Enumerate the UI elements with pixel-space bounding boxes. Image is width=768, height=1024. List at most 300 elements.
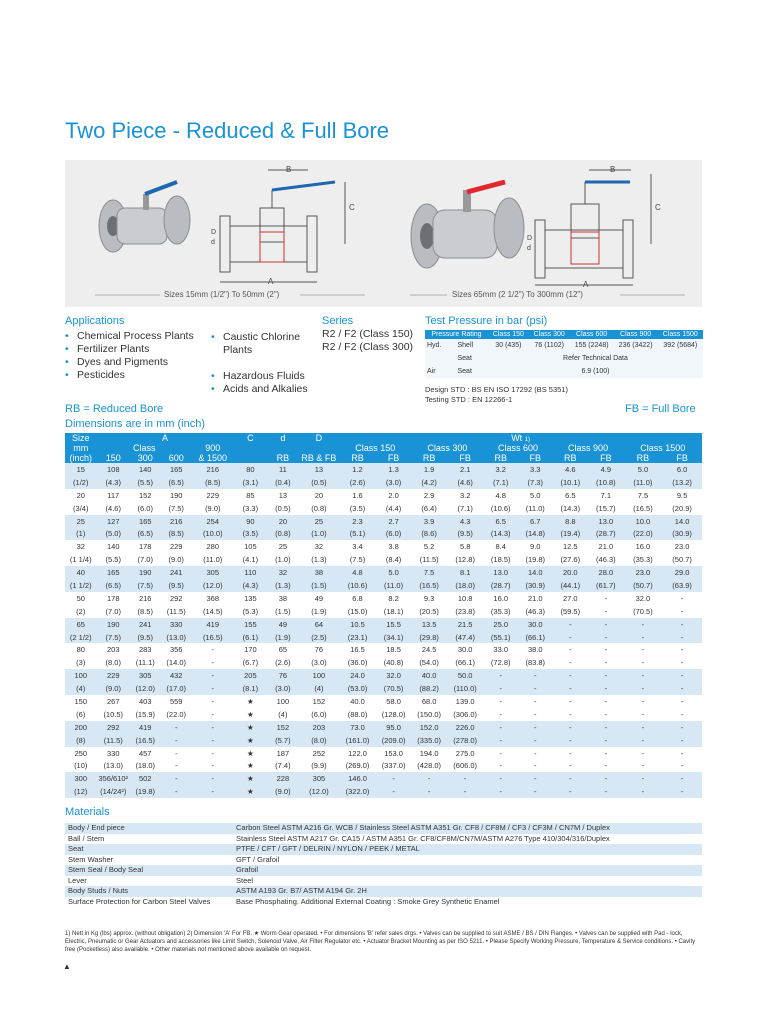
- table-cell: -: [662, 759, 702, 772]
- table-cell: 254: [192, 515, 234, 528]
- table-cell: -: [588, 631, 624, 644]
- table-cell: (35.3): [483, 605, 518, 618]
- tp-cell: Hyd.: [425, 339, 456, 352]
- table-cell: -: [483, 669, 518, 682]
- table-cell: 8.1: [447, 566, 484, 579]
- table-cell: (1): [65, 527, 96, 540]
- table-cell: -: [624, 785, 663, 798]
- table-row: [65, 540, 702, 553]
- table-cell: (3.0): [376, 476, 412, 489]
- table-cell: (8.0): [299, 734, 340, 747]
- table-cell: -: [192, 721, 234, 734]
- table-cell: -: [483, 747, 518, 760]
- table-cell: (1.9): [267, 631, 298, 644]
- table-cell: 40.0: [411, 669, 447, 682]
- table-cell: (12.0): [192, 579, 234, 592]
- table-cell: 100: [65, 669, 96, 682]
- table-cell: 25: [299, 515, 340, 528]
- dimensions-body: [65, 463, 702, 798]
- table-cell: 135: [234, 592, 268, 605]
- table-cell: -: [192, 708, 234, 721]
- table-cell: 32: [267, 566, 298, 579]
- table-cell: 14.0: [662, 515, 702, 528]
- list-item: • Caustic Chlorine Plants: [211, 331, 321, 357]
- table-cell: (0.5): [267, 502, 298, 515]
- table-cell: (6.5): [160, 476, 191, 489]
- table-cell: 21.0: [588, 540, 624, 553]
- table-cell: (10.8): [588, 476, 624, 489]
- col-header-class300: Class 300: [411, 443, 483, 453]
- table-cell: (35.3): [624, 553, 663, 566]
- table-cell: 58.0: [376, 695, 412, 708]
- table-cell: (12.0): [299, 785, 340, 798]
- table-cell: -: [160, 772, 191, 785]
- table-cell: 4.8: [339, 566, 376, 579]
- table-cell: -: [588, 759, 624, 772]
- table-cell: 32: [65, 540, 96, 553]
- table-cell: -: [662, 592, 702, 605]
- table-row: [65, 643, 702, 656]
- table-cell: 216: [130, 592, 160, 605]
- table-cell: (15.0): [339, 605, 376, 618]
- table-cell: -: [518, 759, 553, 772]
- table-cell: 200: [65, 721, 96, 734]
- col-header-fb: FB: [588, 453, 624, 463]
- col-header-d-big: D: [299, 433, 340, 443]
- table-cell: 13: [299, 463, 340, 476]
- table-cell: -: [483, 682, 518, 695]
- table-cell: (4): [299, 682, 340, 695]
- table-cell: (8.0): [96, 656, 130, 669]
- table-cell: -: [588, 734, 624, 747]
- applications-heading: Applications: [65, 315, 125, 327]
- table-cell: 216: [160, 515, 191, 528]
- table-cell: 9.0: [518, 540, 553, 553]
- table-cell: (335.0): [411, 734, 447, 747]
- table-cell: -: [553, 682, 589, 695]
- table-cell: ★: [234, 747, 268, 760]
- table-cell: -: [662, 643, 702, 656]
- table-cell: 5.0: [518, 489, 553, 502]
- table-cell: (7.3): [518, 476, 553, 489]
- table-cell: 2.0: [376, 489, 412, 502]
- tp-header-cell: Pressure Rating: [425, 330, 488, 339]
- material-row: [65, 865, 702, 876]
- table-cell: 15.5: [376, 618, 412, 631]
- table-cell: (10.5): [96, 708, 130, 721]
- table-cell: -: [553, 734, 589, 747]
- table-cell: (72.8): [483, 656, 518, 669]
- test-pressure-table: [425, 330, 703, 378]
- standards: [425, 385, 568, 405]
- table-cell: 267: [96, 695, 130, 708]
- tp-header-cell: Class 900: [614, 330, 658, 339]
- material-spec: Steel: [233, 876, 702, 887]
- table-cell: -: [483, 772, 518, 785]
- list-item: • Dyes and Pigments: [65, 356, 215, 369]
- table-cell: -: [192, 669, 234, 682]
- table-cell: 140: [96, 540, 130, 553]
- table-cell: 229: [160, 540, 191, 553]
- table-cell: 117: [96, 489, 130, 502]
- table-cell: 25.0: [483, 618, 518, 631]
- table-cell: (53.0): [339, 682, 376, 695]
- col-header-150: 150: [96, 453, 130, 463]
- table-cell: 3.2: [447, 489, 484, 502]
- table-cell: 108: [96, 463, 130, 476]
- material-part: Ball / Stem: [65, 834, 233, 845]
- col-header-a: A: [96, 433, 233, 443]
- table-cell: (61.7): [588, 579, 624, 592]
- table-cell: -: [553, 695, 589, 708]
- table-cell: (30.9): [662, 527, 702, 540]
- table-cell: (5.5): [96, 553, 130, 566]
- table-cell: (6.4): [411, 502, 447, 515]
- table-cell: (7.5): [130, 579, 160, 592]
- table-row: [65, 772, 702, 785]
- table-cell: -: [518, 785, 553, 798]
- table-cell: 20: [65, 489, 96, 502]
- table-cell: -: [376, 785, 412, 798]
- table-row: [65, 631, 702, 644]
- material-part: Surface Protection for Carbon Steel Valves: [65, 897, 233, 908]
- table-cell: (22.0): [160, 708, 191, 721]
- material-row: [65, 823, 702, 834]
- dim-label-a-right: A: [583, 280, 589, 289]
- table-cell: (10): [65, 759, 96, 772]
- series-line: R2 / F2 (Class 300): [322, 341, 414, 353]
- material-spec: ASTM A193 Gr. B7/ ASTM A194 Gr. 2H: [233, 886, 702, 897]
- table-cell: -: [662, 618, 702, 631]
- table-row: [425, 339, 703, 352]
- materials-heading: Materials: [65, 806, 110, 818]
- tp-cell: [425, 352, 456, 365]
- dim-label-dd-left: d: [211, 239, 215, 246]
- valve-drawing-small: [220, 170, 345, 282]
- col-header-rb: RB: [411, 453, 447, 463]
- table-cell: 23.0: [624, 566, 663, 579]
- table-cell: (16.5): [411, 579, 447, 592]
- material-part: Stem Washer: [65, 855, 233, 866]
- table-cell: 170: [234, 643, 268, 656]
- table-cell: 368: [192, 592, 234, 605]
- table-cell: 90: [234, 515, 268, 528]
- table-cell: 32.0: [624, 592, 663, 605]
- table-cell: (3.5): [234, 527, 268, 540]
- table-cell: 100: [267, 695, 298, 708]
- table-cell: (6): [65, 708, 96, 721]
- table-cell: (23.8): [447, 605, 484, 618]
- table-cell: (13.0): [96, 759, 130, 772]
- table-cell: (19.8): [130, 785, 160, 798]
- table-cell: -: [588, 592, 624, 605]
- table-row: [65, 605, 702, 618]
- table-cell: -: [662, 605, 702, 618]
- table-cell: -: [483, 721, 518, 734]
- table-cell: (7.4): [267, 759, 298, 772]
- table-cell: 5.2: [411, 540, 447, 553]
- col-header-class: Class: [96, 443, 191, 453]
- table-cell: 23.0: [662, 540, 702, 553]
- table-cell: (1 1/2): [65, 579, 96, 592]
- table-cell: (40.8): [376, 656, 412, 669]
- tp-header-cell: Class 150: [488, 330, 529, 339]
- table-cell: -: [553, 721, 589, 734]
- table-cell: 64: [299, 618, 340, 631]
- table-cell: -: [662, 656, 702, 669]
- dim-label-c-left: C: [349, 203, 355, 212]
- table-cell: -: [553, 643, 589, 656]
- table-row: [65, 747, 702, 760]
- table-cell: 73.0: [339, 721, 376, 734]
- table-cell: (8.5): [130, 605, 160, 618]
- table-cell: -: [588, 643, 624, 656]
- table-cell: -: [662, 708, 702, 721]
- table-cell: (14.3): [483, 527, 518, 540]
- table-cell: (6.5): [96, 579, 130, 592]
- table-cell: (28.7): [483, 579, 518, 592]
- table-cell: 27.0: [553, 592, 589, 605]
- table-cell: (0.5): [299, 476, 340, 489]
- table-cell: (0.8): [299, 502, 340, 515]
- col-header-blank: [267, 443, 298, 453]
- table-cell: (428.0): [411, 759, 447, 772]
- table-cell: 3.8: [376, 540, 412, 553]
- table-cell: (322.0): [339, 785, 376, 798]
- table-cell: -: [662, 682, 702, 695]
- table-cell: (11.0): [624, 476, 663, 489]
- table-cell: 203: [96, 643, 130, 656]
- table-row: [65, 515, 702, 528]
- table-cell: -: [553, 618, 589, 631]
- table-cell: 20: [299, 489, 340, 502]
- table-cell: -: [192, 643, 234, 656]
- tp-cell: Seat: [456, 352, 488, 365]
- material-spec: PTFE / CFT / GFT / DELRIN / NYLON / PEEK / METAL: [233, 844, 702, 855]
- table-cell: 105: [234, 540, 268, 553]
- col-header-rb: RB: [339, 453, 376, 463]
- table-cell: (606.0): [447, 759, 484, 772]
- material-row: [65, 897, 702, 908]
- table-cell: 1.3: [376, 463, 412, 476]
- table-cell: -: [553, 747, 589, 760]
- table-cell: (1.3): [267, 579, 298, 592]
- material-row: [65, 855, 702, 866]
- table-cell: 292: [160, 592, 191, 605]
- table-cell: -: [518, 708, 553, 721]
- testing-std: Testing STD : EN 12266-1: [425, 395, 513, 404]
- table-cell: 11: [267, 463, 298, 476]
- table-cell: (1.9): [299, 605, 340, 618]
- table-cell: 110: [234, 566, 268, 579]
- table-cell: 95.0: [376, 721, 412, 734]
- table-cell: 9.5: [662, 489, 702, 502]
- table-cell: (9.5): [160, 579, 191, 592]
- table-cell: 76: [267, 669, 298, 682]
- table-cell: (14/24²): [96, 785, 130, 798]
- material-part: Body Studs / Nuts: [65, 886, 233, 897]
- table-cell: 50.0: [447, 669, 484, 682]
- table-cell: 5.8: [447, 540, 484, 553]
- material-part: Lever: [65, 876, 233, 887]
- table-cell: 68.0: [411, 695, 447, 708]
- table-cell: 122.0: [339, 747, 376, 760]
- table-cell: -: [624, 631, 663, 644]
- table-cell: (7.0): [130, 553, 160, 566]
- table-cell: 38: [267, 592, 298, 605]
- table-cell: -: [624, 759, 663, 772]
- table-cell: 146.0: [339, 772, 376, 785]
- table-cell: 187: [267, 747, 298, 760]
- table-cell: 2.3: [339, 515, 376, 528]
- table-cell: 85: [234, 489, 268, 502]
- fb-legend: FB = Full Bore: [625, 403, 696, 415]
- table-cell: -: [588, 772, 624, 785]
- tp-cell: 30 (435): [488, 339, 529, 352]
- table-cell: 49: [267, 618, 298, 631]
- table-cell: (5.5): [130, 476, 160, 489]
- table-cell: -: [662, 747, 702, 760]
- table-cell: -: [588, 695, 624, 708]
- table-cell: (70.5): [624, 605, 663, 618]
- material-spec: Carbon Steel ASTM A216 Gr. WCB / Stainless Steel ASTM A351 Gr. CF8 / CF8M / CF3 / CF3M / CN7M / Duplex: [233, 823, 702, 834]
- table-cell: (16.5): [130, 734, 160, 747]
- table-cell: 330: [96, 747, 130, 760]
- col-header-size: Size: [65, 433, 96, 443]
- wt-label: Wt: [511, 433, 523, 443]
- table-cell: 250: [65, 747, 96, 760]
- table-cell: 80: [234, 463, 268, 476]
- table-cell: 3.4: [339, 540, 376, 553]
- table-cell: 3.2: [483, 463, 518, 476]
- table-cell: 4.8: [483, 489, 518, 502]
- table-row: [425, 365, 703, 378]
- table-cell: 1.9: [411, 463, 447, 476]
- table-cell: 153.0: [376, 747, 412, 760]
- table-row: [65, 734, 702, 747]
- table-cell: (4.2): [411, 476, 447, 489]
- table-cell: (9.0): [192, 502, 234, 515]
- table-cell: 6.5: [483, 515, 518, 528]
- table-cell: (5.1): [339, 527, 376, 540]
- footnotes: 1) Nett in Kg (lbs) approx. (without obligation) 2) Dimension 'A' For FB. ★ Worm Gear operated. • For dimensions 'B' refer sales drgs. • Valves can be supplied to suit ASME / BS / DIN Flanges. • Valves can be supplied with Pad - lock, Electric, Pneumatic or Gear Actuators and accessories like Limit Switch, Solenoid Valve, Air Filter Regulator etc. • Actuator Bracket Mounting as per ISO 5211. • Please Specify Working Pressure, Temperature & Service conditions. • Cavity free (Pocketless) also available. • Other materials not mentioned above available on request.: [65, 931, 696, 953]
- table-cell: -: [553, 669, 589, 682]
- table-cell: (4.1): [234, 553, 268, 566]
- dim-label-a-left: A: [268, 277, 274, 286]
- table-cell: 8.2: [376, 592, 412, 605]
- table-cell: -: [192, 695, 234, 708]
- table-cell: 356/610²: [98, 774, 129, 784]
- valve-photo-large: [411, 182, 524, 268]
- table-cell: (20.9): [662, 502, 702, 515]
- table-cell: 5.0: [624, 463, 663, 476]
- tp-header-cell: Class 600: [570, 330, 614, 339]
- table-row: [65, 759, 702, 772]
- table-cell: -: [160, 747, 191, 760]
- table-cell: ★: [234, 708, 268, 721]
- material-spec: GFT / Grafoil: [233, 855, 702, 866]
- col-header-blank: [234, 443, 268, 453]
- table-cell: 403: [130, 695, 160, 708]
- table-cell: 7.1: [588, 489, 624, 502]
- table-cell: -: [518, 695, 553, 708]
- table-cell: (66.1): [518, 631, 553, 644]
- material-spec: Grafoil: [233, 865, 702, 876]
- table-cell: 13: [267, 489, 298, 502]
- table-cell: 16.5: [339, 643, 376, 656]
- material-row: [65, 876, 702, 887]
- table-cell: -: [553, 631, 589, 644]
- table-cell: 32.0: [376, 669, 412, 682]
- table-cell: 80: [65, 643, 96, 656]
- table-cell: -: [588, 618, 624, 631]
- table-cell: (7.5): [160, 502, 191, 515]
- table-cell: 205: [234, 669, 268, 682]
- col-header-300: 300: [130, 453, 160, 463]
- table-row: [65, 566, 702, 579]
- table-cell: -: [588, 682, 624, 695]
- col-header-class900: Class 900: [553, 443, 624, 453]
- table-cell: (5.0): [96, 527, 130, 540]
- materials-table: [65, 823, 702, 907]
- table-cell: 190: [130, 566, 160, 579]
- table-cell: 2.1: [447, 463, 484, 476]
- table-cell: -: [160, 734, 191, 747]
- list-item: • Pesticides: [65, 369, 215, 382]
- valve-figure: [65, 160, 702, 307]
- table-cell: 8.4: [483, 540, 518, 553]
- table-cell: 4.9: [588, 463, 624, 476]
- table-cell: (7.5): [96, 631, 130, 644]
- table-cell: (3.5): [339, 502, 376, 515]
- table-cell: -: [518, 721, 553, 734]
- table-row: [65, 708, 702, 721]
- table-cell: -: [192, 682, 234, 695]
- valve-drawing-large: [535, 170, 651, 285]
- list-item: • Chemical Process Plants: [65, 330, 215, 343]
- col-header-rb: RB: [483, 453, 518, 463]
- table-cell: -: [662, 631, 702, 644]
- table-cell: (10.6): [339, 579, 376, 592]
- table-cell: -: [160, 785, 191, 798]
- material-row: [65, 834, 702, 845]
- table-cell: (46.3): [588, 553, 624, 566]
- table-cell: (150.0): [411, 708, 447, 721]
- table-cell: (2.6): [267, 656, 298, 669]
- table-cell: (14.0): [160, 656, 191, 669]
- table-cell: (88.0): [339, 708, 376, 721]
- tp-cell: Air: [425, 365, 456, 378]
- table-cell: (8.4): [376, 553, 412, 566]
- table-cell: (8.5): [160, 527, 191, 540]
- table-cell: -: [483, 785, 518, 798]
- table-cell: (12.8): [447, 553, 484, 566]
- header-row-2: [65, 443, 702, 453]
- table-cell: 1.2: [339, 463, 376, 476]
- table-cell: 76: [299, 643, 340, 656]
- table-cell: (47.4): [447, 631, 484, 644]
- tp-header-cell: Class 300: [529, 330, 570, 339]
- table-cell: (50.7): [662, 553, 702, 566]
- dim-label-dd-right: d: [527, 245, 531, 252]
- table-cell: (14.3): [553, 502, 589, 515]
- dimensions-note: Dimensions are in mm (inch): [65, 418, 205, 430]
- table-cell: (11.5): [96, 734, 130, 747]
- table-row: [65, 579, 702, 592]
- table-cell: ★: [234, 721, 268, 734]
- table-cell: (11.5): [411, 553, 447, 566]
- table-cell: (3.1): [234, 476, 268, 489]
